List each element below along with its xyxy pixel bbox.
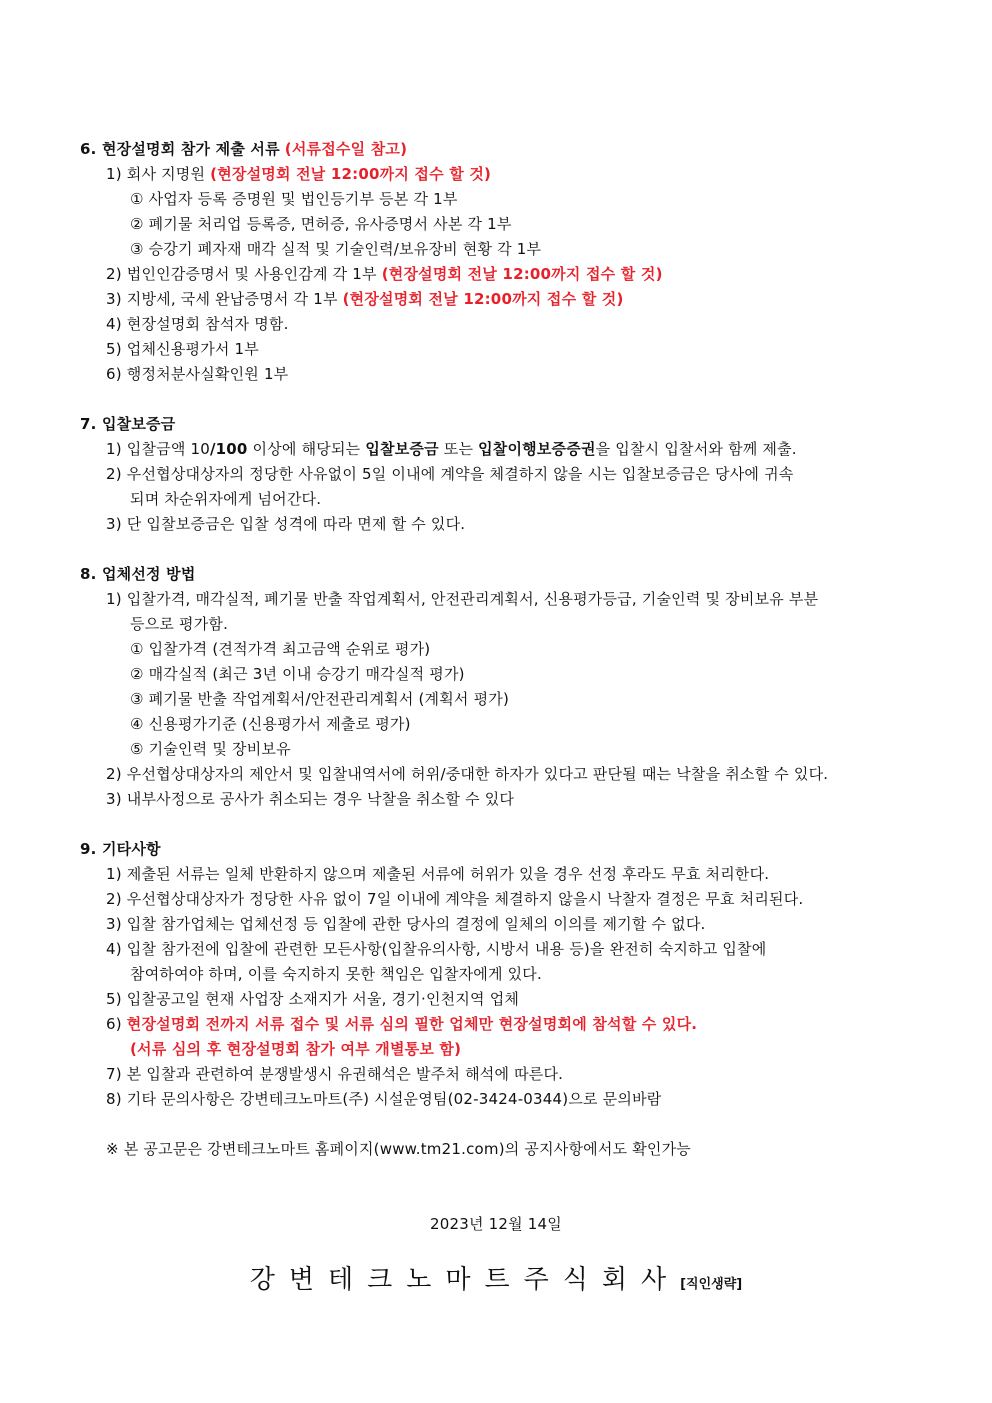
s8-sub-1: ① 입찰가격 (견적가격 최고금액 순위로 평가): [130, 640, 431, 658]
s8-item-1: 1) 입찰가격, 매각실적, 폐기물 반출 작업계획서, 안전관리계획서, 신용평가등급, 기술인력 및 장비보유 부분: [106, 590, 819, 608]
s8-sub-2: ② 매각실적 (최근 3년 이내 승강기 매각실적 평가): [130, 665, 465, 683]
s8-sub-5: ⑤ 기술인력 및 장비보유: [130, 740, 291, 758]
s6-sub-1: ① 사업자 등록 증명원 및 법인등기부 등본 각 1부: [130, 190, 458, 208]
s9-item-4: 4) 입찰 참가전에 입찰에 관련한 모든사항(입찰유의사항, 시방서 내용 등)을 완전히 숙지하고 입찰에: [106, 940, 767, 958]
s6-sub-3: ③ 승강기 폐자재 매각 실적 및 기술인력/보유장비 현황 각 1부: [130, 240, 542, 258]
seal-omitted: [직인생략]: [680, 1277, 743, 1292]
s7-item-3: 3) 단 입찰보증금은 입찰 성격에 따라 면제 할 수 있다.: [106, 515, 466, 533]
section-note: (서류접수일 참고): [284, 140, 408, 158]
section-9-title: 9. 기타사항: [80, 840, 161, 858]
s7-item-1: 1) 입찰금액 10/100 이상에 해당되는 입찰보증금 또는 입찰이행보증증권을 입찰시 입찰서와 함께 제출.: [106, 440, 797, 458]
s6-item-3: 3) 지방세, 국세 완납증명서 각 1부 (현장설명회 전날 12:00까지 접수 할 것): [106, 290, 624, 308]
s9-item-3: 3) 입찰 참가업체는 업체선정 등 입찰에 관한 당사의 결정에 일체의 이의를 제기할 수 없다.: [106, 915, 706, 933]
section-6-title: [80, 139, 407, 159]
s8-sub-3: ③ 폐기물 반출 작업계획서/안전관리계획서 (계획서 평가): [130, 690, 510, 708]
s7-item-2-cont: 되며 차순위자에게 넘어간다.: [130, 490, 322, 508]
s6-item-5: 5) 업체신용평가서 1부: [106, 340, 259, 358]
s6-item-2: 2) 법인인감증명서 및 사용인감계 각 1부 (현장설명회 전날 12:00까지 접수 할 것): [106, 265, 663, 283]
s9-item-8: 8) 기타 문의사항은 강변테크노마트(주) 시설운영팀(02-3424-0344)으로 문의바람: [106, 1090, 662, 1108]
s7-item-2: 2) 우선협상대상자의 정당한 사유없이 5일 이내에 계약을 체결하지 않을 시는 입찰보증금은 당사에 귀속: [106, 465, 794, 483]
s6-item-6: 6) 행정처분사실확인원 1부: [106, 365, 289, 383]
s9-item-6-cont: (서류 심의 후 현장설명회 참가 여부 개별통보 함): [130, 1040, 462, 1058]
s6-sub-2: ② 폐기물 처리업 등록증, 면허증, 유사증명서 사본 각 1부: [130, 215, 512, 233]
s6-item-4: 4) 현장설명회 참석자 명함.: [106, 315, 289, 333]
s9-item-2: 2) 우선협상대상자가 정당한 사유 없이 7일 이내에 계약을 체결하지 않을시 낙찰자 결정은 무효 처리된다.: [106, 890, 804, 908]
s9-item-5: 5) 입찰공고일 현재 사업장 소재지가 서울, 경기·인천지역 업체: [106, 990, 520, 1008]
s9-item-4-cont: 참여하여야 하며, 이를 숙지하지 못한 책임은 입찰자에게 있다.: [130, 965, 542, 983]
s9-item-7: 7) 본 입찰과 관련하여 분쟁발생시 유권해석은 발주처 해석에 따른다.: [106, 1065, 564, 1083]
issue-date: 2023년 12월 14일: [430, 1215, 562, 1233]
notice-note: ※ 본 공고문은 강변테크노마트 홈페이지(www.tm21.com)의 공지사항에서도 확인가능: [106, 1140, 691, 1158]
s8-sub-4: ④ 신용평가기준 (신용평가서 제출로 평가): [130, 715, 411, 733]
company-signature: [0, 1264, 992, 1296]
section-7-title: 7. 입찰보증금: [80, 415, 176, 433]
s6-item-1: 1) 회사 지명원 (현장설명회 전날 12:00까지 접수 할 것): [106, 165, 492, 183]
s8-item-3: 3) 내부사정으로 공사가 취소되는 경우 낙찰을 취소할 수 있다: [106, 790, 515, 808]
s9-item-1: 1) 제출된 서류는 일체 반환하지 않으며 제출된 서류에 허위가 있을 경우 선정 후라도 무효 처리한다.: [106, 865, 770, 883]
s9-item-6: 6) 현장설명회 전까지 서류 접수 및 서류 심의 필한 업체만 현장설명회에 참석할 수 있다.: [106, 1015, 698, 1033]
s8-item-2: 2) 우선협상대상자의 제안서 및 입찰내역서에 허위/중대한 하자가 있다고 판단될 때는 낙찰을 취소할 수 있다.: [106, 765, 829, 783]
section-title: 6. 현장설명회 참가 제출 서류: [80, 140, 280, 158]
company-name: 강변테크노마트주식회사: [249, 1265, 681, 1295]
s8-item-1-cont: 등으로 평가함.: [130, 615, 229, 633]
section-8-title: 8. 업체선정 방법: [80, 565, 196, 583]
